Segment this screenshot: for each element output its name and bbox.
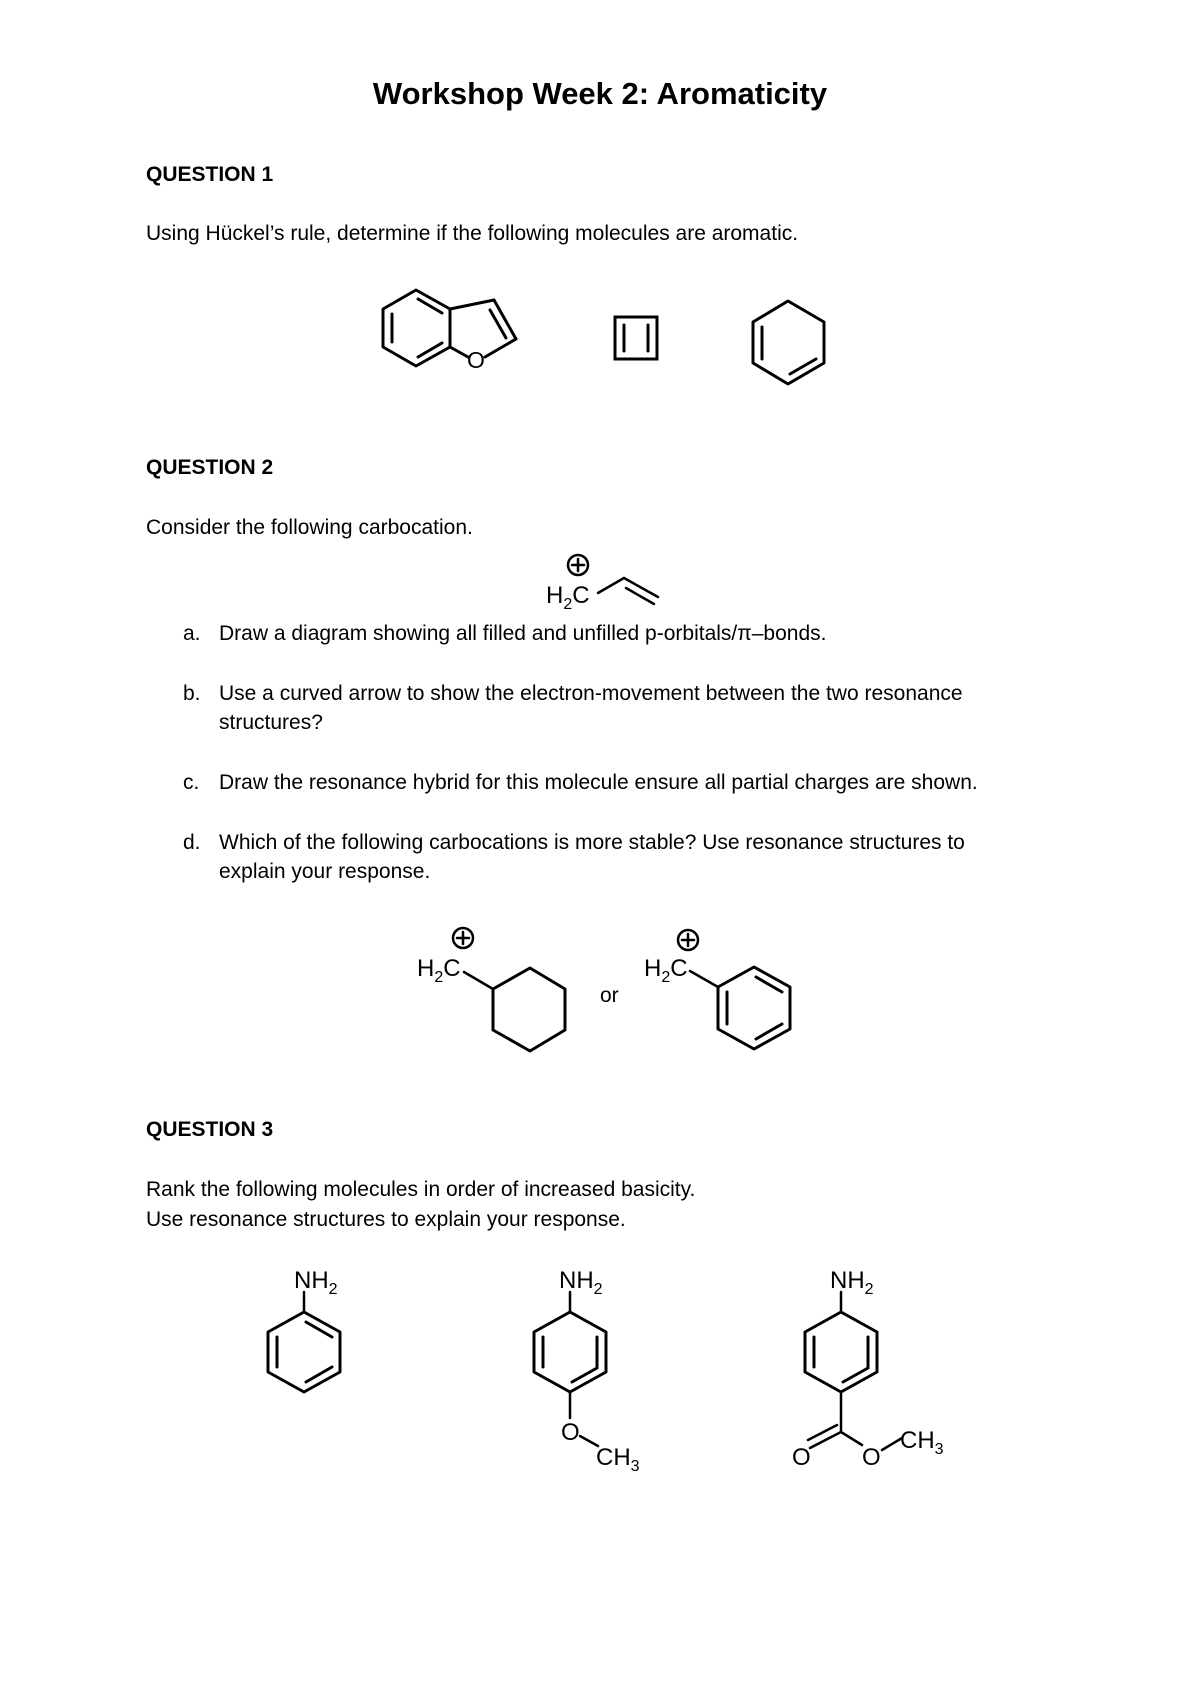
ch3-label: $CH_3$ [596,1444,640,1475]
item-c-letter: c. [183,771,200,794]
benzofuran-structure [380,285,530,385]
item-d-text-line1: Which of the following carbocations is more stable? Use resonance structures to [219,831,965,854]
nh2-label: $NH_2$ [559,1267,603,1298]
oxygen-atom-label: O [467,347,485,373]
item-b-letter: b. [183,682,201,705]
page-title: Workshop Week 2: Aromaticity [372,76,828,111]
or-label: or [600,984,619,1007]
allyl-cation-structure [540,553,670,613]
question-2-heading: QUESTION 2 [146,456,274,479]
cyclobutadiene-structure [612,314,662,364]
question-3-prompt-line2: Use resonance structures to explain your response. [146,1208,626,1231]
ch3-label: $CH_3$ [900,1427,944,1458]
cation-h2c-label: $H_2C$ [644,955,688,986]
ester-oxygen-label: O [862,1444,881,1471]
methyl-4-aminobenzoate-structure [790,1260,960,1475]
item-b-text-line2: structures? [219,711,323,734]
cyclohexadiene-structure [750,297,830,389]
nh2-label: $NH_2$ [830,1267,874,1298]
oxygen-label: O [561,1419,580,1446]
cation-h2c-label: $H_2C$ [546,582,590,613]
carbonyl-oxygen-label: O [792,1444,811,1471]
item-d-letter: d. [183,831,201,854]
nh2-label: $NH_2$ [294,1267,338,1298]
item-a-letter: a. [183,622,201,645]
question-3-prompt-line1: Rank the following molecules in order of increased basicity. [146,1178,696,1201]
cation-h2c-label: $H_2C$ [417,955,461,986]
question-3-heading: QUESTION 3 [146,1118,274,1141]
cyclohexylmethyl-cation-structure [415,925,575,1060]
item-d-text-line2: explain your response. [219,860,431,883]
question-1-heading: QUESTION 1 [146,163,274,186]
p-anisidine-structure [525,1260,655,1475]
benzyl-cation-structure [640,925,800,1060]
item-a-text: Draw a diagram showing all filled and unfilled p-orbitals/π–bonds. [219,622,827,645]
question-1-prompt: Using Hückel’s rule, determine if the following molecules are aromatic. [146,222,799,245]
item-c-text: Draw the resonance hybrid for this molecule ensure all partial charges are shown. [219,771,978,794]
question-2-prompt: Consider the following carbocation. [146,516,473,539]
item-b-text-line1: Use a curved arrow to show the electron-movement between the two resonance [219,682,963,705]
aniline-structure [262,1260,362,1400]
